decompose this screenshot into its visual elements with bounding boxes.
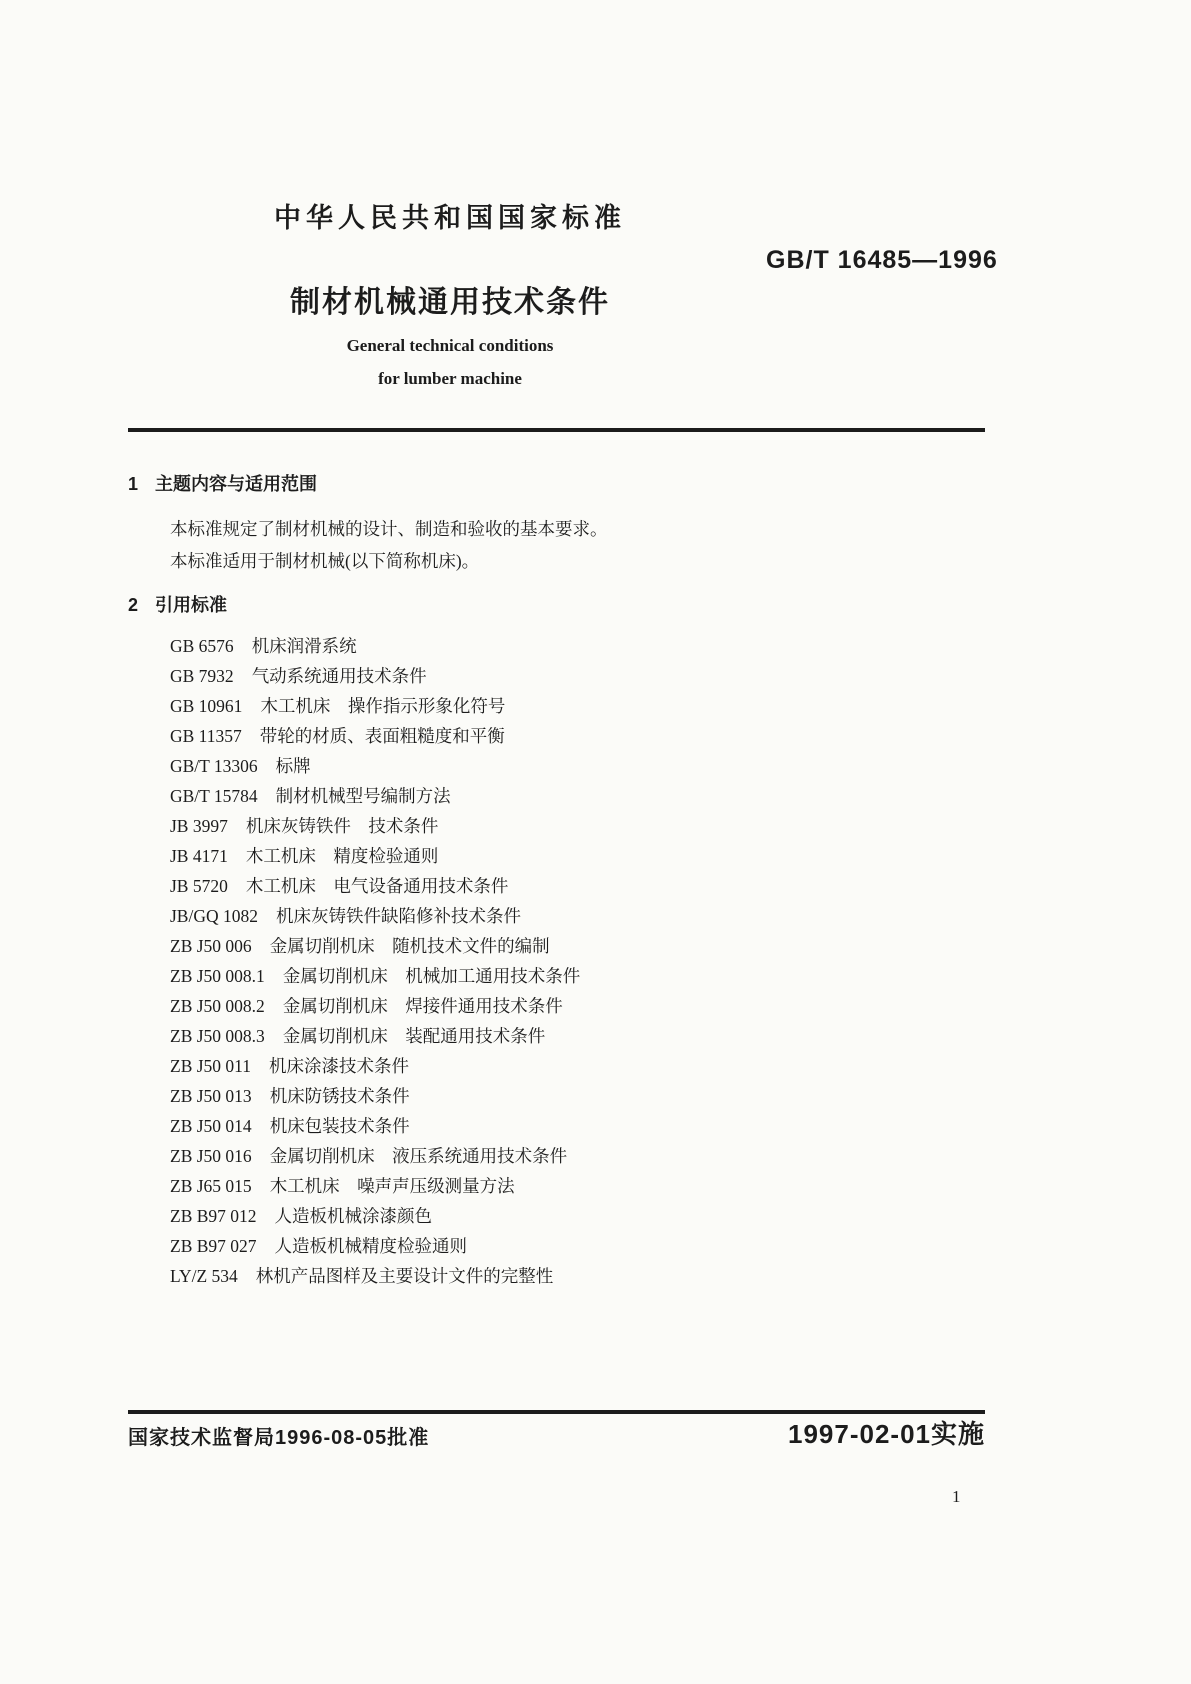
- reference-code: ZB J50 008.2: [170, 996, 265, 1016]
- reference-title: 木工机床 精度检验通则: [245, 846, 439, 866]
- reference-item: [170, 1261, 580, 1291]
- header-rule: [128, 428, 985, 432]
- reference-code: GB 10961: [170, 696, 243, 716]
- reference-item: [170, 1111, 580, 1141]
- reference-item: [170, 871, 580, 901]
- reference-item: [170, 751, 580, 781]
- reference-item: [170, 1201, 580, 1231]
- reference-item: [170, 961, 580, 991]
- reference-item: [170, 901, 580, 931]
- standard-number: GB/T 16485—1996: [766, 246, 998, 274]
- reference-item: [170, 781, 580, 811]
- reference-code: ZB J50 014: [170, 1116, 252, 1136]
- reference-title: 机床防锈技术条件: [269, 1086, 410, 1106]
- reference-title: 机床灰铸铁件 技术条件: [245, 816, 439, 836]
- section-2-number: 2: [128, 595, 139, 615]
- reference-code: GB/T 15784: [170, 786, 258, 806]
- section-2-heading: [128, 591, 227, 617]
- reference-title: 制材机械型号编制方法: [275, 786, 451, 806]
- reference-title: 机床包装技术条件: [269, 1116, 410, 1136]
- reference-code: ZB J50 008.3: [170, 1026, 265, 1046]
- reference-title: 金属切削机床 液压系统通用技术条件: [269, 1146, 568, 1166]
- reference-code: ZB J50 013: [170, 1086, 252, 1106]
- reference-code: GB 11357: [170, 726, 242, 746]
- reference-item: [170, 811, 580, 841]
- references-list: [170, 631, 580, 1291]
- standard-class-label: 中华人民共和国国家标准: [274, 203, 626, 233]
- reference-code: JB 5720: [170, 876, 228, 896]
- reference-item: [170, 1171, 580, 1201]
- document-title: 制材机械通用技术条件: [290, 286, 610, 319]
- reference-code: ZB J50 006: [170, 936, 252, 956]
- reference-code: GB 6576: [170, 636, 234, 656]
- reference-code: ZB B97 012: [170, 1206, 257, 1226]
- reference-title: 木工机床 操作指示形象化符号: [260, 696, 506, 716]
- reference-code: JB/GQ 1082: [170, 906, 258, 926]
- reference-title: 林机产品图样及主要设计文件的完整性: [255, 1266, 554, 1286]
- section-1-heading: [128, 470, 317, 496]
- reference-item: [170, 631, 580, 661]
- reference-title: 木工机床 噪声声压级测量方法: [269, 1176, 515, 1196]
- reference-code: ZB J65 015: [170, 1176, 252, 1196]
- reference-item: [170, 1141, 580, 1171]
- page-number: 1: [952, 1487, 961, 1506]
- reference-item: [170, 691, 580, 721]
- reference-item: [170, 661, 580, 691]
- reference-title: 人造板机械精度检验通则: [274, 1236, 468, 1256]
- reference-code: JB 3997: [170, 816, 228, 836]
- approval-text: 国家技术监督局1996-08-05批准: [128, 1427, 430, 1449]
- reference-title: 机床灰铸铁件缺陷修补技术条件: [276, 906, 521, 926]
- reference-title: 机床润滑系统: [251, 636, 357, 656]
- reference-title: 金属切削机床 随机技术文件的编制: [269, 936, 550, 956]
- reference-code: JB 4171: [170, 846, 228, 866]
- reference-title: 标牌: [275, 756, 311, 776]
- section-1-title: 主题内容与适用范围: [155, 474, 317, 494]
- reference-title: 带轮的材质、表面粗糙度和平衡: [259, 726, 505, 746]
- reference-code: ZB J50 008.1: [170, 966, 265, 986]
- english-title-line2: for lumber machine: [378, 369, 522, 388]
- implementation-text: 1997-02-01实施: [788, 1419, 985, 1449]
- english-title-line1: General technical conditions: [346, 336, 554, 355]
- reference-code: GB 7932: [170, 666, 234, 686]
- reference-code: ZB J50 016: [170, 1146, 252, 1166]
- reference-title: 金属切削机床 机械加工通用技术条件: [282, 966, 581, 986]
- reference-code: GB/T 13306: [170, 756, 258, 776]
- section-2-title: 引用标准: [155, 595, 227, 615]
- section-1-number: 1: [128, 474, 139, 494]
- reference-code: LY/Z 534: [170, 1266, 238, 1286]
- reference-item: [170, 931, 580, 961]
- reference-item: [170, 1231, 580, 1261]
- reference-title: 金属切削机床 焊接件通用技术条件: [282, 996, 563, 1016]
- reference-title: 机床涂漆技术条件: [269, 1056, 410, 1076]
- reference-title: 气动系统通用技术条件: [251, 666, 427, 686]
- reference-code: ZB B97 027: [170, 1236, 257, 1256]
- scope-paragraph-2: 本标准适用于制材机械(以下简称机床)。: [170, 551, 480, 571]
- reference-item: [170, 1081, 580, 1111]
- reference-item: [170, 721, 580, 751]
- reference-title: 木工机床 电气设备通用技术条件: [245, 876, 509, 896]
- reference-item: [170, 841, 580, 871]
- reference-item: [170, 1051, 580, 1081]
- reference-item: [170, 991, 580, 1021]
- scope-paragraph-1: 本标准规定了制材机械的设计、制造和验收的基本要求。: [170, 519, 608, 539]
- reference-title: 人造板机械涂漆颜色: [274, 1206, 433, 1226]
- reference-title: 金属切削机床 装配通用技术条件: [282, 1026, 546, 1046]
- reference-item: [170, 1021, 580, 1051]
- reference-code: ZB J50 011: [170, 1056, 252, 1076]
